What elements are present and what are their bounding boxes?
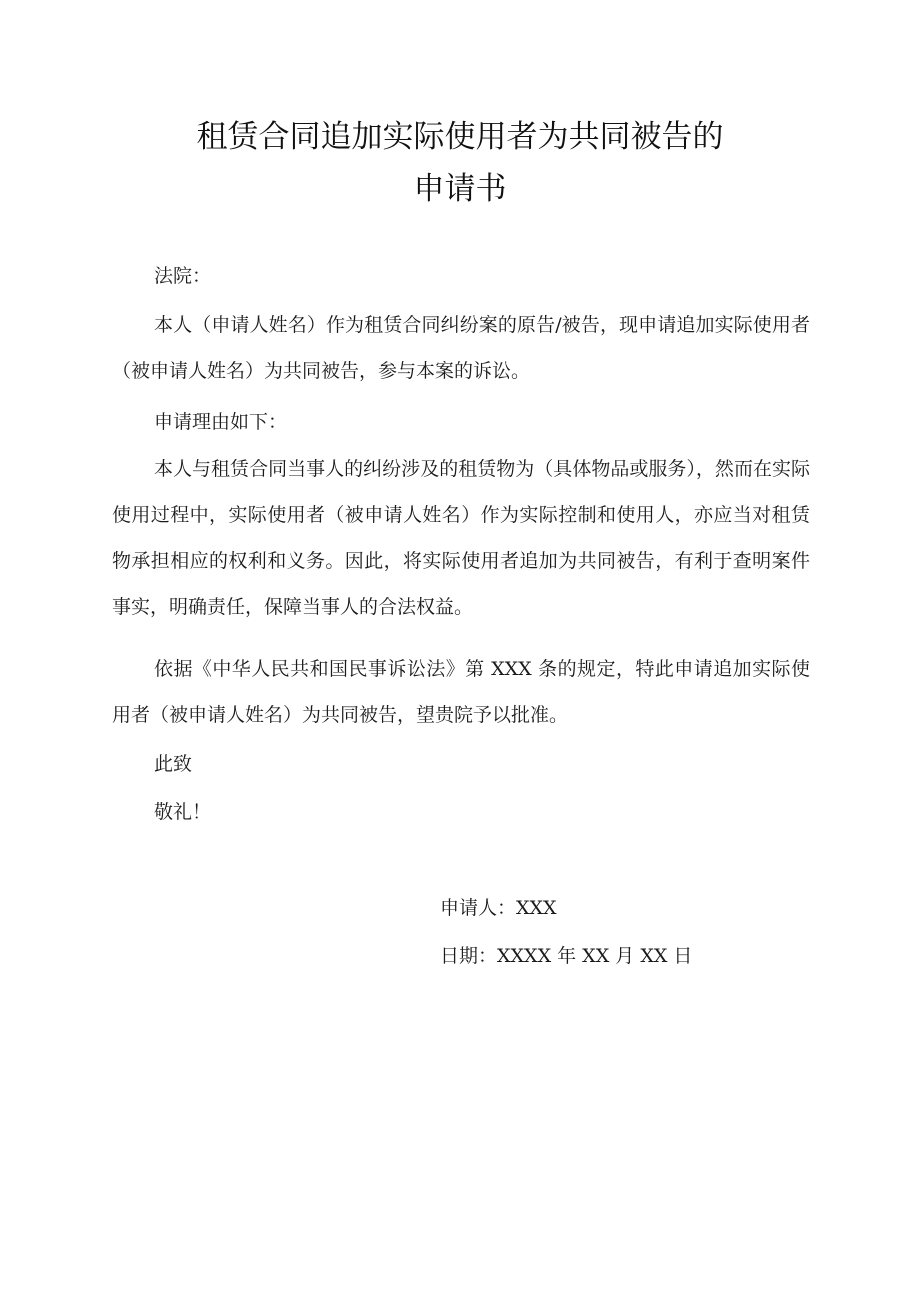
closing-regards: 敬礼！ (154, 801, 212, 823)
document-title-line1: 租赁合同追加实际使用者为共同被告的 (196, 119, 724, 155)
paragraph-request: 本人（申请人姓名）作为租赁合同纠纷案的原告/被告，现申请追加实际使用者（被申请人姓名）为共同被告，参与本案的诉讼。 (112, 314, 810, 382)
paragraph-reasons: 本人与租赁合同当事人的纠纷涉及的租赁物为（具体物品或服务），然而在实际使用过程中，实际使用者（被申请人姓名）作为实际控制和使用人，亦应当对租赁物承担相应的权利和义务。因此，将实际使用者追加为共同被告，有利于查明案件事实，明确责任，保障当事人的合法权益。 (112, 458, 810, 618)
paragraph-legal-basis: 依据《中华人民共和国民事诉讼法》第 XXX 条的规定，特此申请追加实际使用者（被申请人姓名）为共同被告，望贵院予以批准。 (112, 658, 810, 726)
applicant-signature: 申请人：XXX (440, 897, 557, 919)
salutation: 法院： (154, 265, 212, 287)
closing-salutation: 此致 (154, 753, 193, 775)
application-date: 日期：XXXX 年 XX 月 XX 日 (440, 945, 693, 967)
document-title-line2: 申请书 (413, 171, 507, 207)
reason-heading: 申请理由如下： (154, 411, 288, 433)
